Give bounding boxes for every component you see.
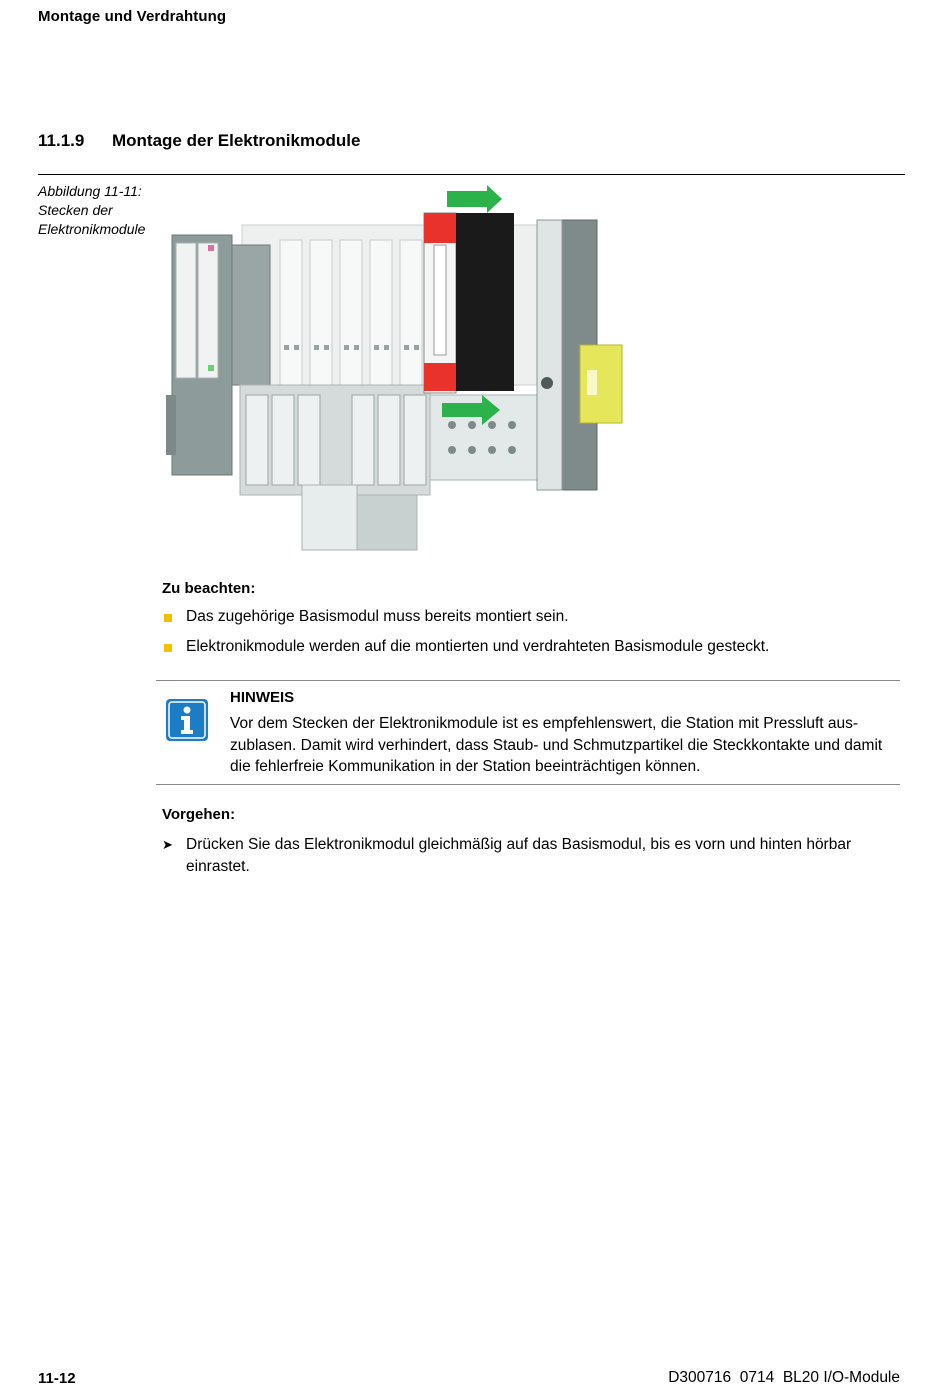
note-text: Das zugehörige Basismodul muss bereits montiert sein. [186, 608, 569, 625]
list-item [162, 834, 902, 877]
figure-caption-line: Elektronikmodule [38, 221, 146, 237]
bullet-square-icon [164, 614, 172, 622]
info-icon [166, 699, 208, 741]
insert-arrow-upper [447, 185, 502, 213]
procedure-heading: Vorgehen: [162, 806, 236, 823]
bullet-square-icon [164, 644, 172, 652]
note-text: Elektronikmodule werden auf die montierten und verdrahteten Basismodule gesteckt. [186, 638, 770, 655]
list-item [162, 606, 902, 628]
section-divider [38, 174, 905, 175]
procedure-steps [162, 834, 902, 877]
step-text: Drücken Sie das Elektronikmodul gleichmäßig auf das Basismodul, bis es vorn und hinten hörbar einrastet. [186, 836, 852, 875]
module-assembly-illustration [162, 185, 627, 555]
section-title: Montage der Elektronikmodule [112, 131, 361, 150]
chevron-right-icon: ➤ [162, 837, 173, 852]
figure-caption-line: Stecken der [38, 202, 113, 218]
section-number: 11.1.9 [38, 131, 85, 150]
hint-title: HINWEIS [230, 689, 295, 706]
list-item [162, 636, 902, 658]
page-number: 11-12 [38, 1370, 76, 1387]
section-heading [38, 131, 908, 151]
figure-caption-line: Abbildung 11-11: [38, 183, 142, 199]
notes-list [162, 606, 902, 666]
notes-heading: Zu beachten: [162, 580, 256, 597]
running-header: Montage und Verdrahtung [38, 8, 227, 25]
hint-text: Vor dem Stecken der Elektronikmodule ist es empfehlenswert, die Station mit Pressluft aus-zublasen. Damit wird verhindert, dass Staub- und Schmutzpartikel die Steckkontakte und damit die fehlerfreie Kommunikation in der Station beeinträchtigen können. [230, 715, 883, 775]
figure-caption [38, 182, 156, 239]
document-id: D300716 0714 BL20 I/O-Module [668, 1369, 900, 1386]
hint-box [156, 680, 900, 785]
